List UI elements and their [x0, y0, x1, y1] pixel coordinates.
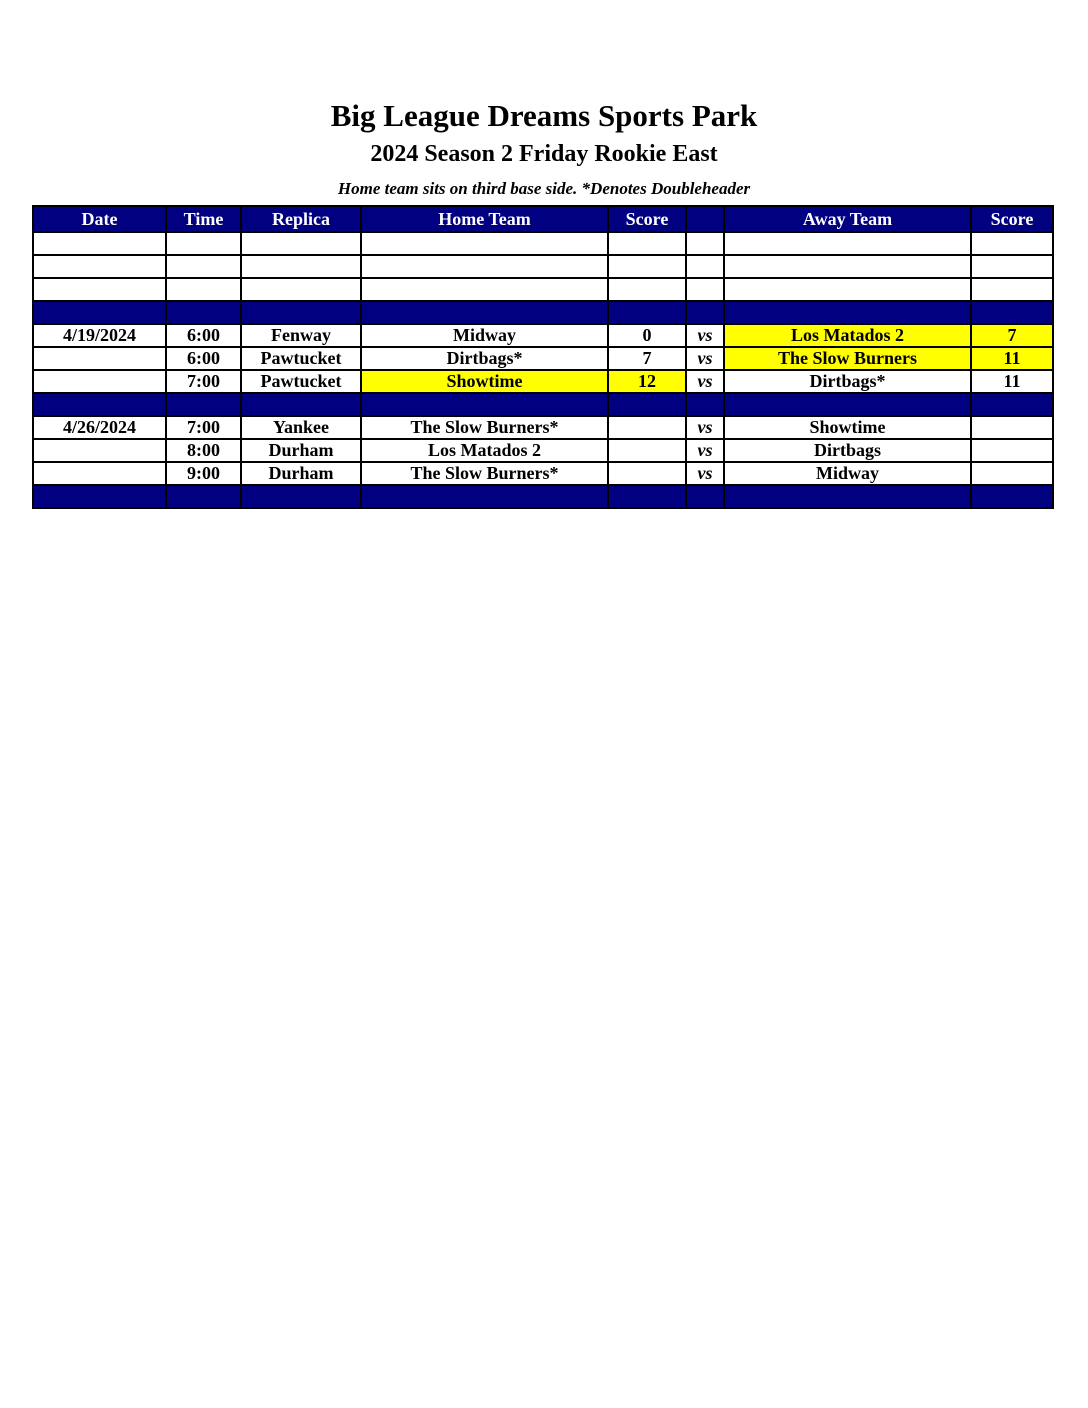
vs-label: vs	[686, 439, 724, 462]
game-time: 6:00	[166, 324, 241, 347]
game-replica: Pawtucket	[241, 347, 361, 370]
home-score: 7	[608, 347, 686, 370]
vs-label: vs	[686, 462, 724, 485]
empty-row	[33, 232, 1053, 255]
away-team: Dirtbags*	[724, 370, 971, 393]
home-team: Los Matados 2	[361, 439, 608, 462]
col-away-score: Score	[971, 206, 1053, 232]
col-date: Date	[33, 206, 166, 232]
game-replica: Pawtucket	[241, 370, 361, 393]
away-team: The Slow Burners	[724, 347, 971, 370]
table-row	[33, 324, 1053, 347]
game-replica: Durham	[241, 462, 361, 485]
away-team: Los Matados 2	[724, 324, 971, 347]
game-date	[33, 370, 166, 393]
game-time: 7:00	[166, 370, 241, 393]
away-score	[971, 416, 1053, 439]
table-row	[33, 370, 1053, 393]
game-date: 4/26/2024	[33, 416, 166, 439]
vs-label: vs	[686, 347, 724, 370]
header-row	[33, 206, 1053, 232]
page-subtitle: 2024 Season 2 Friday Rookie East	[370, 141, 718, 167]
away-score	[971, 439, 1053, 462]
table-row	[33, 416, 1053, 439]
home-score	[608, 462, 686, 485]
game-replica: Yankee	[241, 416, 361, 439]
game-time: 9:00	[166, 462, 241, 485]
home-team: Midway	[361, 324, 608, 347]
game-date	[33, 462, 166, 485]
col-time: Time	[166, 206, 241, 232]
table-row	[33, 462, 1053, 485]
separator-row	[33, 393, 1053, 416]
game-replica: Durham	[241, 439, 361, 462]
away-score: 11	[971, 370, 1053, 393]
away-team: Midway	[724, 462, 971, 485]
away-score: 7	[971, 324, 1053, 347]
game-time: 6:00	[166, 347, 241, 370]
game-date	[33, 439, 166, 462]
separator-row	[33, 485, 1053, 508]
col-replica: Replica	[241, 206, 361, 232]
home-score	[608, 416, 686, 439]
vs-label: vs	[686, 416, 724, 439]
away-score	[971, 462, 1053, 485]
away-score: 11	[971, 347, 1053, 370]
col-away-team: Away Team	[724, 206, 971, 232]
away-team: Dirtbags	[724, 439, 971, 462]
table-row	[33, 347, 1053, 370]
home-team: Dirtbags*	[361, 347, 608, 370]
game-date: 4/19/2024	[33, 324, 166, 347]
empty-row	[33, 278, 1053, 301]
doubleheader-note: Home team sits on third base side. *Denotes Doubleheader	[337, 179, 751, 198]
table-row	[33, 439, 1053, 462]
schedule-table	[32, 205, 1054, 509]
home-score	[608, 439, 686, 462]
page-title: Big League Dreams Sports Park	[330, 98, 758, 133]
home-team: The Slow Burners*	[361, 462, 608, 485]
home-team: The Slow Burners*	[361, 416, 608, 439]
col-home-team: Home Team	[361, 206, 608, 232]
home-team: Showtime	[361, 370, 608, 393]
empty-row	[33, 255, 1053, 278]
game-time: 8:00	[166, 439, 241, 462]
game-date	[33, 347, 166, 370]
col-home-score: Score	[608, 206, 686, 232]
vs-label: vs	[686, 324, 724, 347]
away-team: Showtime	[724, 416, 971, 439]
col-vs	[686, 206, 724, 232]
home-score: 12	[608, 370, 686, 393]
game-time: 7:00	[166, 416, 241, 439]
game-replica: Fenway	[241, 324, 361, 347]
vs-label: vs	[686, 370, 724, 393]
separator-row	[33, 301, 1053, 324]
home-score: 0	[608, 324, 686, 347]
